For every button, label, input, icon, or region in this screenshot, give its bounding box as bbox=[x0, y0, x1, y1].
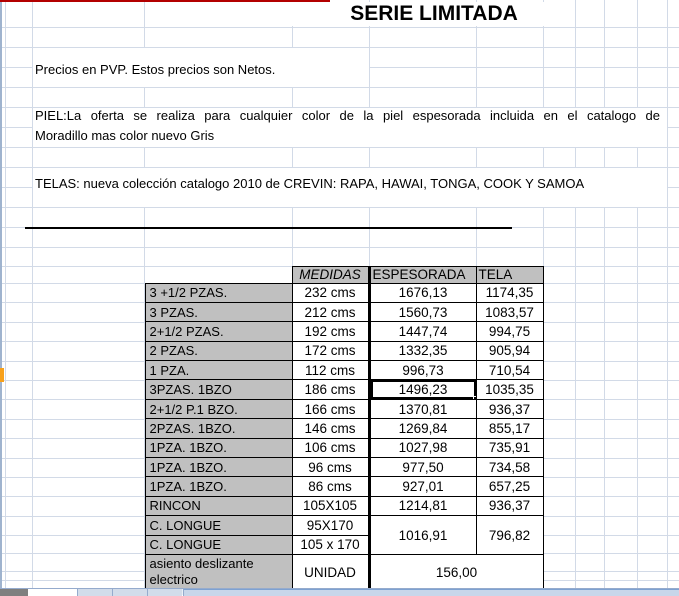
row-label-cell[interactable]: 2+1/2 P.1 BZO. bbox=[145, 399, 292, 418]
note-piel-line1: PIEL:La oferta se realiza para cualquier color de la piel espesorada incluida en el catalogo de bbox=[35, 108, 660, 123]
espesorada-cell[interactable]: 1027,98 bbox=[369, 438, 476, 457]
note-piel-line2: Moradillo mas color nuevo Gris bbox=[35, 128, 215, 143]
medidas-cell[interactable]: 212 cms bbox=[292, 302, 369, 321]
medidas-cell[interactable]: 112 cms bbox=[292, 361, 369, 380]
tela-cell[interactable]: 1083,57 bbox=[476, 302, 543, 321]
table-row bbox=[145, 322, 543, 341]
tela-cell[interactable]: 905,94 bbox=[476, 341, 543, 360]
row-label-cell[interactable]: 3PZAS. 1BZO bbox=[145, 380, 292, 399]
row-label-cell[interactable]: 1 PZA. bbox=[145, 361, 292, 380]
medidas-cell[interactable]: 186 cms bbox=[292, 380, 369, 399]
tela-cell[interactable]: 710,54 bbox=[476, 361, 543, 380]
espesorada-cell[interactable]: 1560,73 bbox=[369, 302, 476, 321]
table-row bbox=[145, 458, 543, 477]
row-label-cell[interactable]: 2+1/2 PZAS. bbox=[145, 322, 292, 341]
row-label-cell[interactable]: C. LONGUE bbox=[145, 516, 292, 535]
tela-cell[interactable]: 936,37 bbox=[476, 496, 543, 515]
espesorada-cell[interactable]: 1370,81 bbox=[369, 399, 476, 418]
table-row bbox=[145, 283, 543, 302]
espesorada-cell[interactable]: 1332,35 bbox=[369, 341, 476, 360]
note-precios-cell[interactable]: Precios en PVP. Estos precios son Netos. bbox=[35, 62, 276, 77]
espesorada-cell[interactable]: 1447,74 bbox=[369, 322, 476, 341]
tela-cell[interactable]: 1174,35 bbox=[476, 283, 543, 302]
table-row bbox=[145, 477, 543, 496]
header-placeholder bbox=[145, 266, 292, 283]
price-table bbox=[145, 266, 544, 591]
row-label-cell[interactable]: 3 PZAS. bbox=[145, 302, 292, 321]
tela-cell[interactable]: 994,75 bbox=[476, 322, 543, 341]
medidas-cell[interactable]: 105X105 bbox=[292, 496, 369, 515]
table-row bbox=[145, 516, 543, 535]
col-header-tela[interactable]: TELA bbox=[476, 266, 543, 283]
table-row bbox=[145, 302, 543, 321]
row-label-cell[interactable]: 1PZA. 1BZO. bbox=[145, 438, 292, 457]
note-piel-cell[interactable] bbox=[35, 106, 660, 146]
note-telas-cell[interactable]: TELAS: nueva colección catalogo 2010 de CREVIN: RAPA, HAWAI, TONGA, COOK Y SAMOA bbox=[35, 176, 585, 191]
espesorada-cell[interactable]: 996,73 bbox=[369, 361, 476, 380]
tela-cell[interactable]: 657,25 bbox=[476, 477, 543, 496]
col-header-espesorada[interactable]: ESPESORADA bbox=[369, 266, 476, 283]
row-label-cell[interactable]: 2PZAS. 1BZO. bbox=[145, 419, 292, 438]
table-header-row bbox=[145, 266, 543, 283]
tela-cell[interactable]: 855,17 bbox=[476, 419, 543, 438]
title-cell[interactable]: SERIE LIMITADA bbox=[350, 2, 518, 25]
row-label-cell[interactable]: C. LONGUE bbox=[145, 535, 292, 554]
row-label-cell[interactable]: asiento deslizante electrico bbox=[145, 554, 292, 590]
table-row bbox=[145, 341, 543, 360]
table-row bbox=[145, 419, 543, 438]
tela-cell[interactable]: 1035,35 bbox=[476, 380, 543, 399]
table-row bbox=[145, 380, 543, 399]
selected-cell[interactable]: 1496,23 bbox=[369, 380, 476, 399]
row-label-cell[interactable]: 1PZA. 1BZO. bbox=[145, 458, 292, 477]
divider-line bbox=[25, 227, 512, 230]
table-row bbox=[145, 496, 543, 515]
medidas-cell[interactable]: 166 cms bbox=[292, 399, 369, 418]
row-label-cell[interactable]: 2 PZAS. bbox=[145, 341, 292, 360]
table-row bbox=[145, 554, 543, 590]
table-row bbox=[145, 438, 543, 457]
tela-cell[interactable]: 796,82 bbox=[476, 516, 543, 555]
espesorada-cell[interactable]: 156,00 bbox=[369, 554, 543, 590]
top-red-mark bbox=[0, 0, 330, 2]
medidas-cell[interactable]: 95X170 bbox=[292, 516, 369, 535]
tela-cell[interactable]: 735,91 bbox=[476, 438, 543, 457]
espesorada-cell[interactable]: 927,01 bbox=[369, 477, 476, 496]
tela-cell[interactable]: 936,37 bbox=[476, 399, 543, 418]
medidas-cell[interactable]: 96 cms bbox=[292, 458, 369, 477]
col-header-medidas[interactable]: MEDIDAS bbox=[292, 266, 369, 283]
row-label-cell[interactable]: 3 +1/2 PZAS. bbox=[145, 283, 292, 302]
sheet-tab-bar bbox=[0, 588, 679, 595]
medidas-cell[interactable]: 232 cms bbox=[292, 283, 369, 302]
espesorada-cell[interactable]: 977,50 bbox=[369, 458, 476, 477]
espesorada-cell[interactable]: 1676,13 bbox=[369, 283, 476, 302]
medidas-cell[interactable]: 106 cms bbox=[292, 438, 369, 457]
medidas-cell[interactable]: 192 cms bbox=[292, 322, 369, 341]
espesorada-cell[interactable]: 1269,84 bbox=[369, 419, 476, 438]
medidas-cell[interactable]: 172 cms bbox=[292, 341, 369, 360]
medidas-cell[interactable]: UNIDAD bbox=[292, 554, 369, 590]
row-label-cell[interactable]: RINCON bbox=[145, 496, 292, 515]
table-row bbox=[145, 361, 543, 380]
sheet-left-edge bbox=[0, 0, 2, 588]
row-label-cell[interactable]: 1PZA. 1BZO. bbox=[145, 477, 292, 496]
espesorada-cell[interactable]: 1214,81 bbox=[369, 496, 476, 515]
medidas-cell[interactable]: 86 cms bbox=[292, 477, 369, 496]
medidas-cell[interactable]: 105 x 170 bbox=[292, 535, 369, 554]
table-row bbox=[145, 399, 543, 418]
tela-cell[interactable]: 734,58 bbox=[476, 458, 543, 477]
left-orange-marker bbox=[0, 368, 4, 382]
espesorada-cell[interactable]: 1016,91 bbox=[369, 516, 476, 555]
medidas-cell[interactable]: 146 cms bbox=[292, 419, 369, 438]
